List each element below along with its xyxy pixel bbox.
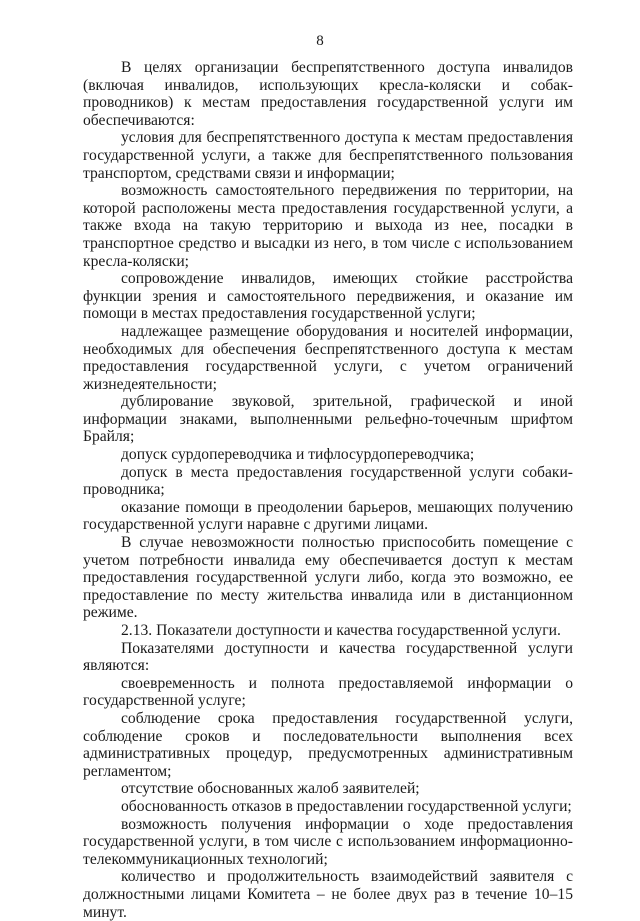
paragraph-indicators-intro: Показателями доступности и качества государственной услуги являются: bbox=[83, 639, 573, 675]
list-item-timeliness: своевременность и полнота предоставляемой информации о государственной услуге; bbox=[83, 674, 573, 710]
list-item-progress-info: возможность получения информации о ходе предоставления государственной услуги, в том числе с использованием информационно-телекоммуникационных технологий; bbox=[83, 815, 573, 868]
document-body bbox=[83, 59, 573, 921]
list-item-guide-dog: допуск в места предоставления государственной услуги собаки-проводника; bbox=[83, 463, 573, 499]
list-item-information-duplication: дублирование звуковой, зрительной, графической и иной информации знаками, выполненными рельефно-точечным шрифтом Брайля; bbox=[83, 393, 573, 446]
list-item-escort: сопровождение инвалидов, имеющих стойкие расстройства функции зрения и самостоятельного передвижения, и оказание им помощи в местах предоставления государственной услуги; bbox=[83, 270, 573, 323]
paragraph-remote-provision: В случае невозможности полностью приспособить помещение с учетом потребности инвалида ему обеспечивается доступ к местам предоставления государственной услуги либо, когда это возможно, ее предоставление по месту жительства инвалида или в дистанционном режиме. bbox=[83, 534, 573, 622]
list-item-no-complaints: отсутствие обоснованных жалоб заявителей; bbox=[121, 780, 420, 798]
list-item-sign-interpreter: допуск сурдопереводчика и тифлосурдопереводчика; bbox=[121, 446, 475, 464]
paragraph-intro: В целях организации беспрепятственного доступа инвалидов (включая инвалидов, использующих кресла-коляски и собак-проводников) к местам предоставления государственной услуги им обеспечиваются: bbox=[83, 59, 573, 129]
list-item-interaction-count: количество и продолжительность взаимодействий заявителя с должностными лицами Комитета – не более двух раз в течение 10–15 минут. bbox=[83, 868, 573, 921]
list-item-equipment-placement: надлежащее размещение оборудования и носителей информации, необходимых для обеспечения беспрепятственного доступа к местам предоставления государственной услуги, с учетом ограничений жизнедеятельности; bbox=[83, 322, 573, 393]
list-item-barrier-help: оказание помощи в преодолении барьеров, мешающих получению государственной услуги наравне с другими лицами. bbox=[83, 498, 573, 534]
page-number: 8 bbox=[316, 33, 324, 49]
list-item-independent-movement: возможность самостоятельного передвижения по территории, на которой расположены места предоставления государственной услуги, а также входа на такую территорию и выхода из нее, посадки в транспортное средство и высадки из него, в том числе с использованием кресла-коляски; bbox=[83, 182, 573, 270]
section-heading-2-13: 2.13. Показатели доступности и качества государственной услуги. bbox=[121, 622, 561, 639]
list-item-refusal-validity: обоснованность отказов в предоставлении государственной услуги; bbox=[121, 797, 572, 815]
list-item-deadlines: соблюдение срока предоставления государственной услуги, соблюдение сроков и последовательности выполнения всех административных процедур, предусмотренных административным регламентом; bbox=[83, 709, 573, 780]
list-item-access-conditions: условия для беспрепятственного доступа к местам предоставления государственной услуги, а также для беспрепятственного пользования транспортом, средствами связи и информации; bbox=[83, 129, 573, 182]
